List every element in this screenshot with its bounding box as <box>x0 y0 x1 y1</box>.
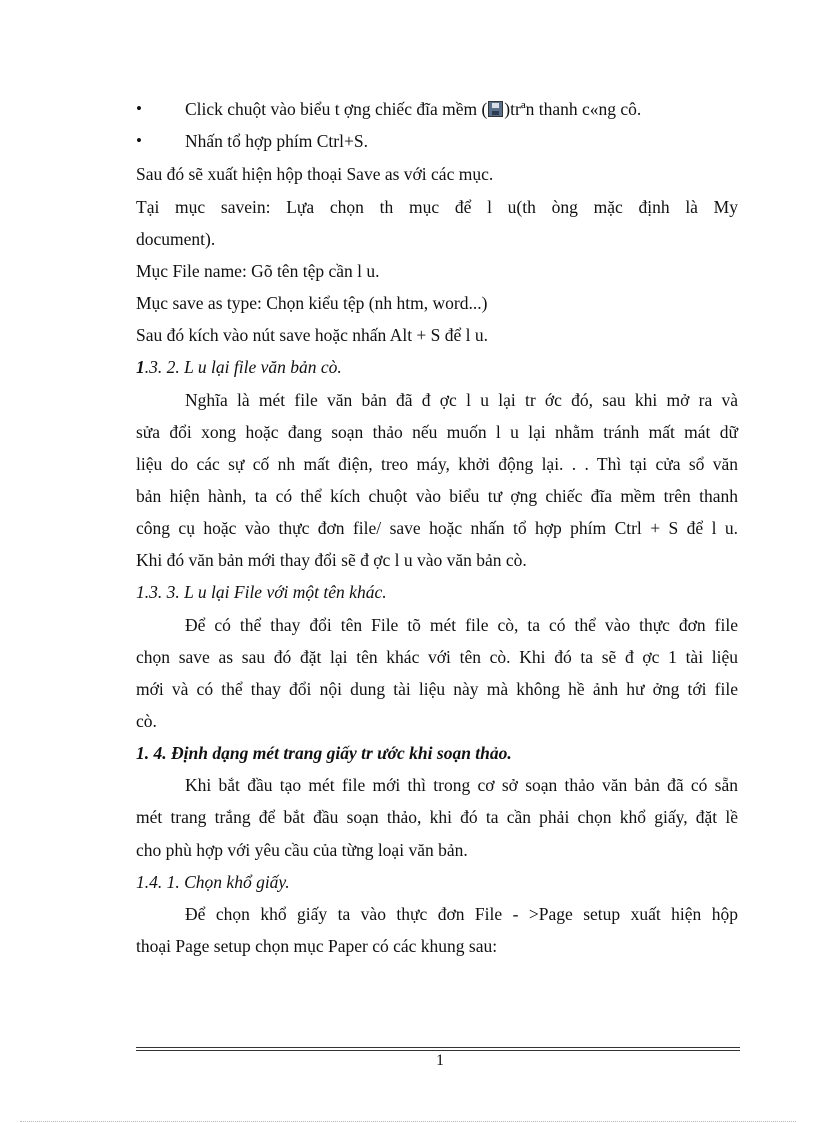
paragraph-line: Tại mục savein: Lựa chọn th mục để l u(th òng mặc định là My <box>136 197 738 217</box>
paragraph-line: Khi đó văn bản mới thay đổi sẽ đ ợc l u vào văn bản cò. <box>136 550 527 570</box>
section-heading-1-4-1: 1.4. 1. Chọn khổ giấy. <box>136 872 290 892</box>
paragraph-line: Mục save as type: Chọn kiểu tệp (nh htm, word...) <box>136 293 488 313</box>
page-number: 1 <box>436 1052 444 1069</box>
paragraph-line: mét trang trắng để bắt đầu soạn thảo, khi đó ta cần phải chọn khổ giấy, đặt lề <box>136 807 738 827</box>
bullet-marker: • <box>136 99 142 118</box>
paragraph-line: bản hiện hành, ta có thể kích chuột vào biểu tư ợng chiếc đĩa mềm trên thanh <box>136 486 738 506</box>
page-edge-divider <box>20 1121 796 1122</box>
paragraph-line: Để có thể thay đổi tên File tõ mét file cò, ta có thể vào thực đơn file <box>185 615 738 635</box>
section-heading-1-3-3: 1.3. 3. L u lại File với một tên khác. <box>136 582 387 602</box>
footer-rule-top <box>136 1047 740 1048</box>
bullet-marker: • <box>136 131 142 150</box>
paragraph-line: Nghĩa là mét file văn bản đã đ ợc l u lại tr ớc đó, sau khi mở ra và <box>185 390 738 410</box>
paragraph-line: công cụ hoặc vào thực đơn file/ save hoặc nhấn tổ hợp phím Ctrl + S để l u. <box>136 518 738 538</box>
paragraph-line: Sau đó kích vào nút save hoặc nhấn Alt + S để l u. <box>136 325 489 345</box>
paragraph-line: cho phù hợp với yêu cầu của từng loại văn bản. <box>136 840 468 860</box>
bullet-1-text-a: Click chuột vào biểu t ợng chiếc đĩa mềm ( <box>185 99 488 119</box>
paragraph-line: cò. <box>136 711 157 731</box>
paragraph-line: mới và có thể thay đổi nội dung tài liệu này mà không hề ảnh hư ởng tới file <box>136 679 738 699</box>
paragraph-line: document). <box>136 229 216 249</box>
floppy-disk-icon <box>488 101 503 117</box>
paragraph-line: Khi bắt đầu tạo mét file mới thì trong cơ sở soạn thảo văn bản đã có sẵn <box>185 775 738 795</box>
bullet-item-1 <box>185 97 641 121</box>
section-heading-1-3-2 <box>136 355 738 379</box>
section-heading-1-4: 1. 4. Định dạng mét trang giấy tr ước khi soạn thảo. <box>136 743 512 763</box>
bullet-item-2: Nhấn tổ hợp phím Ctrl+S. <box>185 131 368 151</box>
paragraph-line: chọn save as sau đó đặt lại tên khác với tên cò. Khi đó ta sẽ đ ợc 1 tài liệu <box>136 647 738 667</box>
footer-rule-bottom <box>136 1050 740 1051</box>
paragraph-line: Sau đó sẽ xuất hiện hộp thoại Save as với các mục. <box>136 164 494 184</box>
paragraph-line: liệu do các sự cố nh mất điện, treo máy, khởi động lại. . . Thì tại cửa sổ văn <box>136 454 738 474</box>
paragraph-line: Để chọn khổ giấy ta vào thực đơn File - >Page setup xuất hiện hộp <box>185 904 738 924</box>
paragraph-line: sửa đổi xong hoặc đang soạn thảo nếu muốn l u lại nhằm tránh mất mát dữ <box>136 422 738 442</box>
heading-text: .3. 2. L u lại file văn bản cò. <box>144 357 342 377</box>
bullet-1-text-b: )trªn thanh c«ng cô. <box>504 99 642 119</box>
paragraph-line: Mục File name: Gõ tên tệp cần l u. <box>136 261 380 281</box>
heading-number: 1 <box>136 357 145 377</box>
paragraph-line: thoại Page setup chọn mục Paper có các khung sau: <box>136 936 498 956</box>
